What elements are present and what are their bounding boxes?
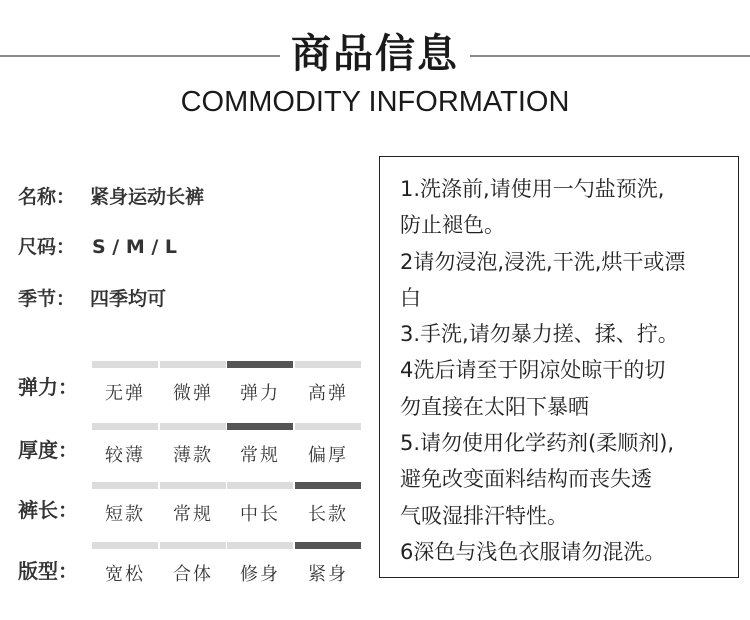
spec-option-label: 长款	[308, 504, 348, 525]
spec-indicator-bar	[160, 542, 226, 549]
care-line: 气吸湿排汗特性。	[400, 503, 568, 528]
spec-option-label: 短款	[105, 504, 145, 525]
spec-elasticity-option	[295, 361, 361, 405]
spec-indicator-bar	[92, 542, 158, 549]
spec-fit-option	[295, 542, 361, 586]
spec-indicator-bar	[92, 361, 158, 368]
spec-elasticity-option	[227, 361, 293, 405]
product-name-value: 紧身运动长裤	[90, 186, 205, 208]
spec-thickness-option	[295, 423, 361, 467]
product-season-label: 季节：	[18, 288, 76, 310]
spec-thickness-label: 厚度：	[18, 438, 78, 462]
spec-option-label: 中长	[240, 504, 280, 525]
spec-indicator-bar	[160, 482, 226, 489]
care-line: 1.洗涤前,请使用一勺盐预洗,	[400, 177, 665, 201]
spec-fit-label: 版型：	[18, 559, 78, 583]
spec-indicator-bar	[295, 423, 361, 430]
page-subtitle: COMMODITY INFORMATION	[180, 86, 570, 118]
spec-indicator-bar	[295, 542, 361, 549]
spec-indicator-bar	[295, 361, 361, 368]
product-season-row	[18, 284, 166, 311]
care-line: 6深色与浅色衣服请勿混洗。	[400, 539, 666, 564]
care-line: 4洗后请至于阴凉处晾干的切	[400, 358, 666, 383]
spec-thickness-option	[160, 423, 226, 467]
spec-length-option	[92, 482, 158, 526]
spec-fit-option	[227, 542, 293, 586]
spec-indicator-bar	[227, 361, 293, 368]
spec-length-option	[295, 482, 361, 526]
care-line: 3.手洗,请勿暴力搓、揉、拧。	[400, 322, 679, 347]
product-size-label: 尺码：	[18, 236, 76, 258]
product-season-value: 四季均可	[90, 288, 167, 310]
care-line: 防止褪色。	[400, 213, 505, 238]
spec-indicator-bar	[227, 482, 293, 489]
spec-option-label: 薄款	[173, 445, 213, 466]
spec-thickness-option	[227, 423, 293, 467]
care-line: 勿直接在太阳下暴晒	[400, 394, 589, 419]
spec-option-label: 常规	[173, 504, 213, 525]
spec-length-option	[227, 482, 293, 526]
spec-length-label: 裤长：	[18, 498, 78, 522]
spec-option-label: 合体	[173, 564, 213, 585]
spec-indicator-bar	[227, 423, 293, 430]
spec-option-label: 紧身	[308, 564, 348, 585]
spec-indicator-bar	[92, 482, 158, 489]
product-name-row	[18, 182, 204, 209]
care-instructions-box	[379, 156, 739, 578]
spec-length-option	[160, 482, 226, 526]
spec-indicator-bar	[160, 361, 226, 368]
spec-elasticity-option	[92, 361, 158, 405]
spec-elasticity-option	[160, 361, 226, 405]
spec-indicator-bar	[295, 482, 361, 489]
care-line: 5.请勿使用化学药剂(柔顺剂),	[400, 431, 675, 456]
spec-fit-option	[160, 542, 226, 586]
spec-option-label: 微弹	[173, 383, 213, 404]
spec-option-label: 高弹	[308, 383, 348, 404]
spec-option-label: 修身	[240, 564, 280, 585]
spec-elasticity-label: 弹力：	[18, 375, 78, 399]
spec-option-label: 较薄	[105, 445, 145, 466]
spec-option-label: 宽松	[105, 564, 145, 585]
spec-option-label: 无弹	[105, 383, 145, 404]
spec-indicator-bar	[227, 542, 293, 549]
spec-indicator-bar	[92, 423, 158, 430]
care-line: 2请勿浸泡,浸洗,干洗,烘干或漂	[400, 249, 686, 274]
product-size-row	[18, 232, 177, 259]
spec-option-label: 常规	[240, 445, 280, 466]
care-line: 白	[400, 285, 421, 310]
care-line: 避免改变面料结构而丧失透	[400, 467, 652, 492]
product-size-value: S / M / L	[92, 236, 178, 258]
spec-option-label: 偏厚	[308, 445, 348, 466]
spec-fit-option	[92, 542, 158, 586]
product-name-label: 名称：	[18, 186, 76, 208]
spec-thickness-option	[92, 423, 158, 467]
spec-indicator-bar	[160, 423, 226, 430]
spec-option-label: 弹力	[240, 383, 280, 404]
page-title: 商品信息	[291, 30, 459, 77]
